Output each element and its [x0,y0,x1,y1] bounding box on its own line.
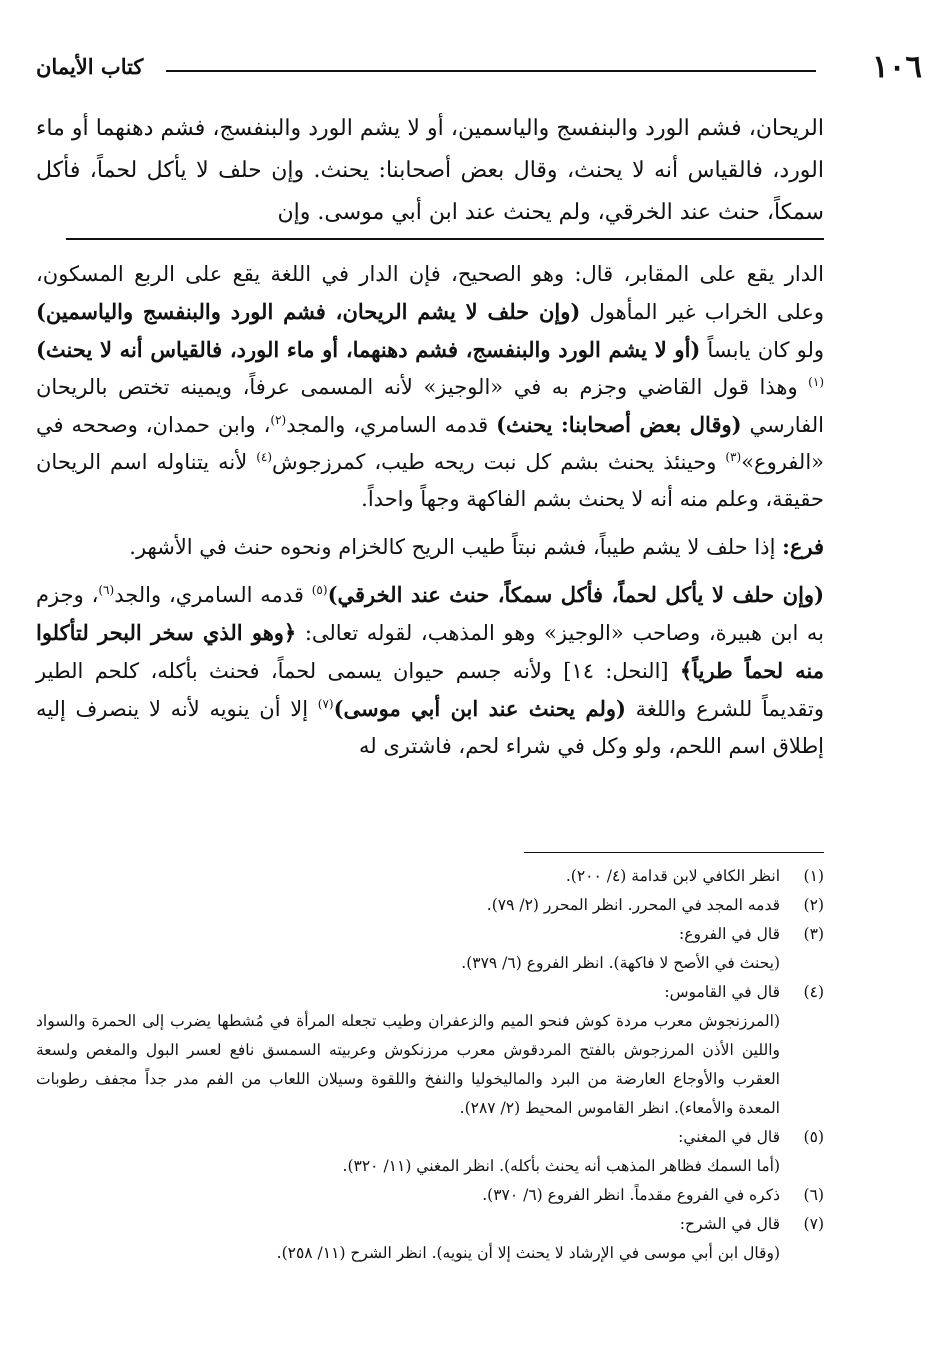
footnote-quote: (وقال ابن أبي موسى في الإرشاد لا يحنث إلا أن ينويه). انظر الشرح (١١/ ٢٥٨). [276,1244,780,1262]
text-segment: إذا حلف لا يشم طيباً، فشم نبتاً طيب الريح كالخزام ونحوه حنث في الأشهر. [129,535,783,559]
footnote-ref: (٦) [98,583,115,597]
footnote [36,1181,824,1210]
footnote-ref: (٥) [311,583,328,597]
commentary-paragraph-2 [36,528,824,566]
footnote [36,920,824,978]
book-title: كتاب الأيمان [36,54,144,79]
commentary-paragraph-3 [36,576,824,765]
text-segment: [النحل: ١٤] ولأنه جسم حيوان يسمى لحماً، فحنث بأكله، كلحم الطير وتقديماً للشرع واللغة [36,659,824,721]
text-segment: وهذا قول القاضي وجزم به في «الوجيز» لأنه المسمى عرفاً، ويمينه تختص بالريحان الفارسي [36,375,825,437]
page-header [36,48,922,88]
footnote-number: (٢) [803,896,824,914]
main-text [36,108,824,234]
header-rule [166,70,816,72]
text-segment: ، وابن حمدان، وصححه في «الفروع» [36,413,824,474]
text-segment: ، وجزم به ابن هبيرة، وصاحب «الوجيز» وهو المذهب، لقوله تعالى: [36,583,824,645]
page-number: ١٠٦ [872,49,922,85]
footnote-ref: (٤) [256,450,273,464]
footnote-rule [524,852,824,853]
quoted-text: (ولم يحنث عند ابن أبي موسى) [333,696,626,721]
footnote-text: ذكره في الفروع مقدماً. انظر الفروع (٦/ ٣٧٠). [482,1186,780,1204]
footnotes [36,862,824,1268]
footnote [36,891,824,920]
text-segment: ولو كان يابساً [700,338,825,362]
footnote-number: (٣) [803,925,824,943]
quoted-text: (وإن حلف لا يشم الريحان، فشم الورد والبنفسج والياسمين) [36,299,581,324]
footnote-text: انظر الكافي لابن قدامة (٤/ ٢٠٠). [565,867,780,885]
footnote-number: (٤) [803,983,824,1001]
footnote [36,862,824,891]
footnote-number: (٥) [803,1128,824,1146]
footnote-number: (٦) [803,1186,824,1204]
text-segment: الدار يقع على المقابر، قال: وهو الصحيح، فإن الدار في اللغة يقع على الربع المسكون، وعلى الخراب غير المأهول [36,262,824,324]
footnote-ref: (٧) [317,697,334,711]
footnote-ref: (١) [808,375,824,389]
footnote-text: قال في الشرح: [679,1215,780,1233]
commentary [36,256,824,775]
footnote-ref: (٢) [270,413,287,427]
text-segment: وحينئذ يحنث بشم كل نبت ريحه طيب، كمرزجوش [272,450,726,474]
text-segment: قدمه السامري، والجد [114,583,312,607]
main-divider [66,238,824,240]
quoted-text: (وإن حلف لا يأكل لحماً، فأكل سمكاً، حنث عند الخرقي) [327,582,824,607]
footnote-text: قال في الفروع: [679,925,780,943]
footnote [36,1123,824,1181]
footnote-number: (١) [803,867,824,885]
commentary-paragraph-1 [36,256,824,518]
footnote-number: (٧) [803,1215,824,1233]
main-paragraph: الريحان، فشم الورد والبنفسج والياسمين، أو لا يشم الورد والبنفسج، فشم دهنهما أو ماء الورد، فالقياس أنه لا يحنث، وقال بعض أصحابنا: يحنث. وإن حلف لا يأكل لحماً، فأكل سمكاً، حنث عند الخرقي، ولم يحنث عند ابن أبي موسى. وإن [36,116,824,225]
footnote [36,1210,824,1268]
footnote-quote: (يحنث في الأصح لا فاكهة). انظر الفروع (٦/ ٣٧٩). [461,954,780,972]
footnote [36,978,824,1123]
text-segment: قدمه السامري، والمجد [286,413,497,437]
footnote-quote: (أما السمك فظاهر المذهب أنه يحنث بأكله). انظر المغني (١١/ ٣٢٠). [342,1157,780,1175]
footnote-ref: (٣) [725,450,742,464]
footnote-text: قدمه المجد في المحرر. انظر المحرر (٢/ ٧٩). [486,896,780,914]
text-segment: لأنه يتناوله اسم الريحان حقيقة، وعلم منه أنه لا يحنث بشم الفاكهة وجهاً واحداً. [36,450,824,511]
footnote-text: قال في القاموس: [664,983,780,1001]
quran-verse: ﴿وهو الذي سخر البحر لتأكلوا منه لحماً طرياً﴾ [36,620,824,683]
footnote-quote: (المرزنجوش معرب مردة كوش فنحو الميم والزعفران وطيب تجعله المرأة في مُشطها يضرب إلى الحمرة والسواد واللين الأذن المرزجوش بالفتح المردقوش معرب مرزنكوش وعربيته السمسق نافع لعسر البول والمغص ولسعة العقرب والأوجاع العارضة من البرد والماليخوليا والنفخ واللقوة وسيلان اللعاب من الفم مدر جداً مجفف رطوبات المعدة والأمعاء). انظر القاموس المحيط (٢/ ٢٨٧). [36,1012,780,1117]
quoted-text: (أو لا يشم الورد والبنفسج، فشم دهنهما، أو ماء الورد، فالقياس أنه لا يحنث) [36,337,701,362]
quoted-text: (وقال بعض أصحابنا: يحنث) [496,412,742,437]
footnote-text: قال في المغني: [678,1128,780,1146]
text-segment: إلا أن ينويه لأنه لا ينصرف إليه إطلاق اسم اللحم، ولو وكل في شراء لحم، فاشترى له [36,697,824,758]
branch-label: فرع: [782,534,824,559]
